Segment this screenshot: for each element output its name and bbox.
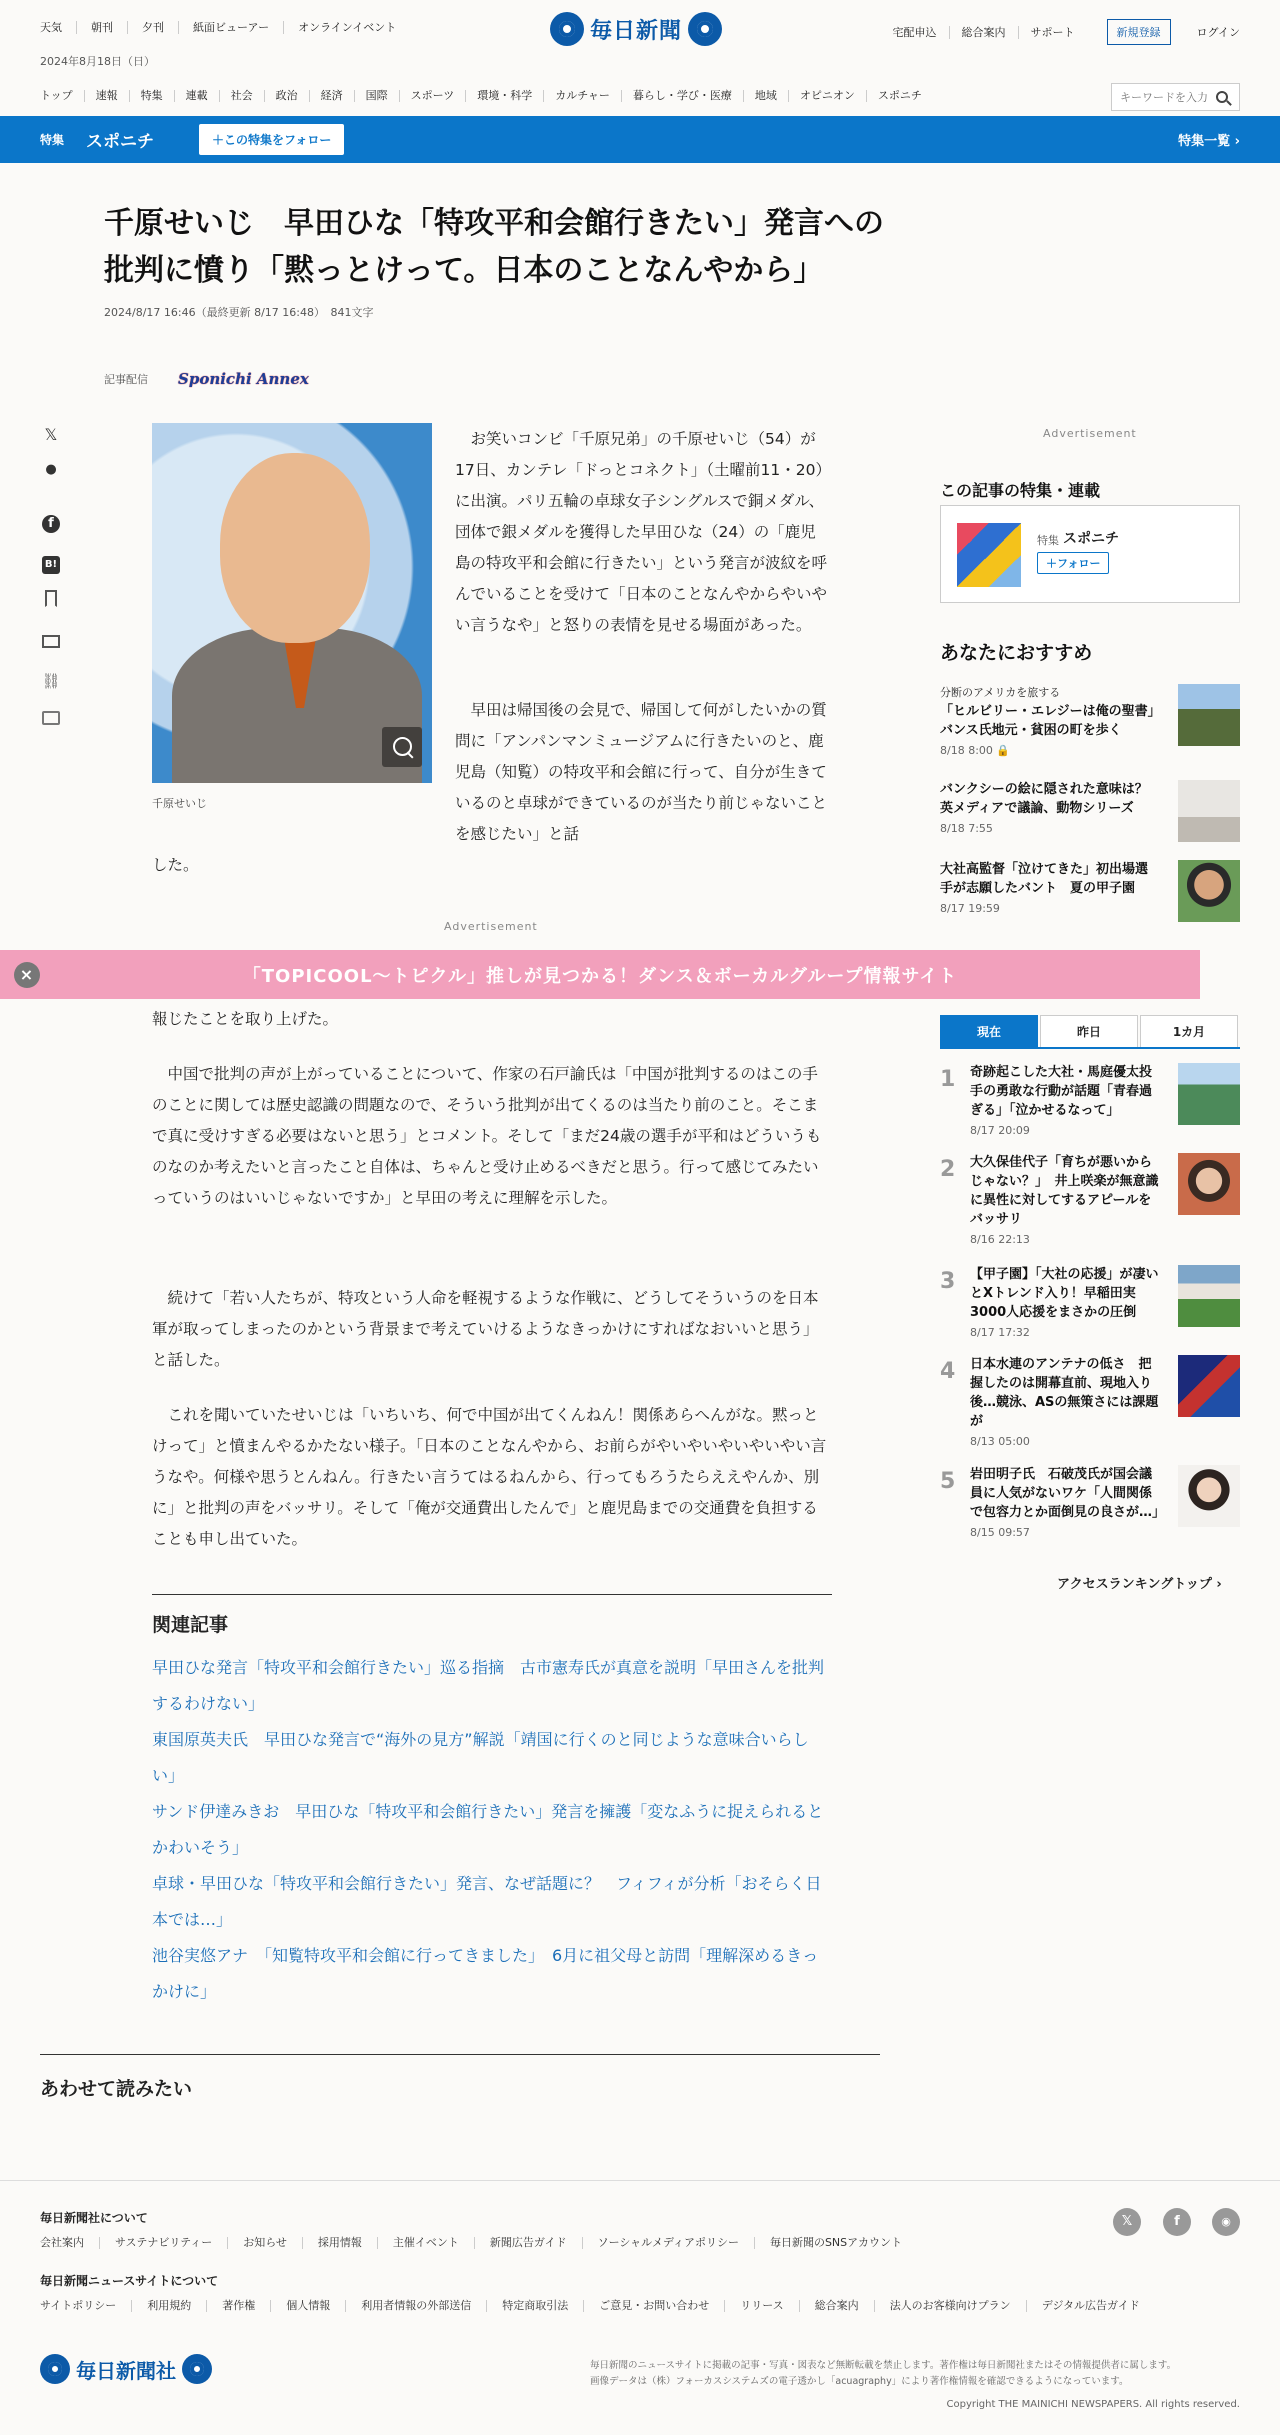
cat-sponichi[interactable]: スポニチ [866, 90, 933, 102]
footer-link[interactable]: 利用者情報の外部送信 [345, 2300, 486, 2312]
recommend-item[interactable] [940, 860, 1240, 915]
ranking-title[interactable]: 奇跡起こした大社・馬庭優太投手の勇敢な行動が話題「青春過ぎる」「泣かせるなって」 [970, 1065, 1153, 1118]
mail-icon[interactable] [40, 633, 62, 652]
ranking-date: 8/17 17:32 [970, 1326, 1030, 1339]
footer-about-links [40, 2237, 917, 2249]
footer-link[interactable]: 総合案内 [799, 2300, 874, 2312]
ranking-number: 2 [940, 1157, 956, 1182]
source-label: 記事配信 [104, 373, 148, 386]
footer-logo[interactable] [40, 2354, 212, 2384]
topic-bar [0, 116, 1280, 163]
cat-special[interactable]: 特集 [129, 90, 174, 102]
recommend-heading: あなたにおすすめ [940, 642, 1093, 664]
recommend-category: 分断のアメリカを旅する [940, 686, 1061, 699]
article-paragraph: 早田は帰国後の会見で、帰国して何がしたいかの質問に「アンパンマンミュージアムに行きたいのと、鹿児島（知覧）の特攻平和会館に行って、自分が生きているのと卓球ができているのが当たり前じゃないことを感じたい」と話 [455, 701, 828, 843]
logo-text: 毎日新聞 [590, 17, 683, 44]
cat-economy[interactable]: 経済 [309, 90, 354, 102]
article-paragraph: 続けて「若い人たちが、特攻という人命を軽視するような作戦に、どうしてそういうのを日本軍が取ってしまったのかという背景まで考えていけるようなきっかけにすればなおいいと思う」と話した。 [152, 1289, 819, 1369]
footer-note: 毎日新聞のニュースサイトに掲載の記事・写真・図表など無断転載を禁止します。著作権は毎日新聞社またはその情報提供者に属します。 [590, 2360, 1177, 2371]
ranking-number: 5 [940, 1469, 956, 1494]
recommend-item[interactable] [940, 684, 1240, 757]
ranking-date: 8/16 22:13 [970, 1233, 1030, 1246]
series-thumbnail[interactable] [957, 523, 1021, 587]
divider [152, 1594, 832, 1595]
nav-evening[interactable]: 夕刊 [127, 21, 178, 34]
related-heading: 関連記事 [152, 1614, 229, 1636]
logo-emblem-icon [182, 2354, 212, 2384]
tab-now[interactable]: 現在 [940, 1015, 1038, 1047]
footer-news-links [40, 2300, 1155, 2312]
recommend-date: 8/18 8:00 🔒 [940, 744, 1011, 757]
series-follow-button[interactable]: ＋フォロー [1037, 552, 1109, 574]
topic-name[interactable]: スポニチ [86, 132, 155, 152]
tab-yesterday[interactable]: 昨日 [1040, 1015, 1138, 1047]
recommend-title[interactable]: 大社高監督「泣けてきた」初出場選手が志願したバント 夏の甲子園 [940, 862, 1149, 896]
ranking-tabs [940, 1015, 1240, 1049]
footer-link[interactable]: サイトポリシー [40, 2299, 117, 2312]
footer-logo-text: 毎日新聞社 [76, 2358, 176, 2383]
article-paragraph: これを聞いていたせいじは「いちいち、何で中国が出てくんねん！関係あらへんがな。黙っとけって」と憤まんやるかたない様子。「日本のことなんやから、お前らがやいやいやいやいやい言うなや。何様や思うとんねん。行きたい言うてはるねんから、行ってもろうたらええやんか、別に」と批判の声をバッサリ。そして「俺が交通費出したんで」と鹿児島までの交通費を負担することも申し出ていた。 [152, 1406, 827, 1548]
footer-note: 画像データは（株）フォーカスシステムズの電子透かし「acuagraphy」により著作権情報を確認できるようになっています。 [590, 2376, 1129, 2387]
zoom-icon[interactable] [382, 727, 422, 767]
related-link[interactable]: サンド伊達みきお 早田ひな「特攻平和会館行きたい」発言を擁護「変なふうに捉えられるとかわいそう」 [152, 1802, 824, 1857]
top-right-nav [881, 19, 1240, 45]
cat-world[interactable]: 国際 [354, 90, 399, 102]
ad-label: Advertisement [444, 920, 538, 933]
ranking-title[interactable]: 日本水連のアンテナの低さ 把握したのは開幕直前、現地入り後…競泳、ASの無策さには課題が [970, 1357, 1159, 1429]
logo-emblem-icon [688, 12, 722, 46]
cat-top[interactable]: トップ [40, 89, 73, 102]
topic-tag: 特集 [40, 133, 65, 147]
login-button[interactable]: ログイン [1196, 26, 1240, 39]
footer-link[interactable]: サステナビリティー [99, 2237, 227, 2249]
article-meta: 2024/8/17 16:46（最終更新 8/17 16:48） 841文字 [104, 306, 374, 319]
search-icon[interactable] [1216, 91, 1228, 103]
cat-opinion[interactable]: オピニオン [788, 90, 866, 102]
series-heading: この記事の特集・連載 [940, 481, 1101, 500]
nav-morning[interactable]: 朝刊 [76, 21, 127, 34]
ranking-date: 8/13 05:00 [970, 1435, 1030, 1448]
sponichi-logo[interactable]: Sponichi Annex [178, 370, 309, 388]
footer-link[interactable]: 個人情報 [270, 2300, 345, 2312]
promo-banner[interactable] [0, 950, 1200, 999]
ranking-thumbnail[interactable] [1178, 1355, 1240, 1417]
footer-link[interactable]: 利用規約 [131, 2300, 206, 2312]
cat-culture[interactable]: カルチャー [543, 90, 621, 102]
footer-news-heading: 毎日新聞ニュースサイトについて [40, 2274, 219, 2288]
ranking-number: 3 [940, 1269, 956, 1294]
footer-link[interactable]: 毎日新聞のSNSアカウント [754, 2237, 917, 2249]
recommend-date: 8/17 19:59 [940, 902, 1000, 915]
article-paragraph-tail: した。 [152, 856, 199, 874]
ranking-title[interactable]: 岩田明子氏 石破茂氏が国会議員に人気がないワケ「人間関係で包容力とか面倒見の良さが…」 [970, 1467, 1166, 1520]
category-nav [40, 90, 933, 102]
ranking-top-link[interactable]: アクセスランキングトップ › [1057, 1577, 1222, 1592]
footer-link[interactable]: ソーシャルメディアポリシー [582, 2237, 754, 2249]
ranking-item[interactable] [940, 1265, 1240, 1339]
recommend-date: 8/18 7:55 [940, 822, 993, 835]
related-link[interactable]: 早田ひな発言「特攻平和会館行きたい」巡る指摘 古市憲寿氏が真意を説明「早田さんを批判するわけない」 [152, 1658, 825, 1713]
footer-about-heading: 毎日新聞社について [40, 2211, 148, 2225]
cat-life[interactable]: 暮らし・学び・医療 [621, 90, 743, 102]
divider [40, 2054, 880, 2055]
related-link[interactable]: 池谷実悠アナ 「知覧特攻平和会館に行ってきました」 6月に祖父母と訪問「理解深めるきっかけに」 [152, 1946, 819, 2001]
series-card[interactable] [940, 505, 1240, 603]
ranking-item[interactable] [940, 1355, 1240, 1448]
article-title: 千原せいじ 早田ひな「特攻平和会館行きたい」発言への批判に憤り「黙っとけって。日本のことなんやから」 [104, 206, 884, 288]
cat-breaking[interactable]: 速報 [84, 90, 129, 102]
logo-emblem-icon [550, 12, 584, 46]
ranking-number: 4 [940, 1359, 956, 1384]
footer-link[interactable]: 新聞広告ガイド [474, 2237, 582, 2249]
bookmark-icon[interactable] [40, 590, 62, 611]
footer-link[interactable]: リリース [724, 2300, 798, 2312]
ranking-item[interactable] [940, 1063, 1240, 1137]
footer-link[interactable]: 採用情報 [302, 2237, 377, 2249]
footer-notice [590, 2358, 1240, 2390]
recommend-thumbnail[interactable] [1178, 780, 1240, 842]
topic-list-link[interactable]: 特集一覧 › [1178, 134, 1240, 149]
ranking-thumbnail[interactable] [1178, 1153, 1240, 1215]
footer-link[interactable]: 法人のお客様向けプラン [874, 2300, 1026, 2312]
article-paragraph: お笑いコンビ「千原兄弟」の千原せいじ（54）が17日、カンテレ「ドっとコネクト」（土曜前11・20）に出演。パリ五輪の卓球女子シングルスで銅メダル、団体で銀メダルを獲得した早田ひな（24）の「鹿児島の特攻平和会館に行きたい」という発言が波紋を呼んでいることを受けて「日本のことなんやからやいやい言うなや」と怒りの表情を見せる場面があった。 [455, 430, 828, 634]
ranking-thumbnail[interactable] [1178, 1465, 1240, 1527]
related-link[interactable]: 東国原英夫氏 早田ひな発言で“海外の見方”解説「靖国に行くのと同じような意味合いらしい」 [152, 1730, 809, 1785]
nav-guide[interactable]: 総合案内 [949, 26, 1018, 39]
nav-viewer[interactable]: 紙面ビューアー [178, 21, 283, 34]
x-icon[interactable]: 𝕏 [1113, 2208, 1141, 2236]
ranking-item[interactable] [940, 1465, 1240, 1539]
ranking-number: 1 [940, 1067, 956, 1092]
rss-icon[interactable]: ◉ [1212, 2208, 1240, 2236]
recommend-title[interactable]: バンクシーの絵に隠された意味は？ 英メディアで議論、動物シリーズ [940, 782, 1161, 816]
footer-link[interactable]: 著作権 [206, 2300, 270, 2312]
tab-month[interactable]: 1カ月 [1140, 1015, 1238, 1047]
logo-emblem-icon [40, 2354, 70, 2384]
top-utility-nav [40, 21, 410, 34]
nav-events[interactable]: オンラインイベント [283, 21, 410, 34]
cat-politics[interactable]: 政治 [264, 90, 309, 102]
photo-caption: 千原せいじ [152, 797, 207, 810]
link-icon[interactable]: ⛓ [41, 672, 61, 690]
hatebu-icon[interactable]: B! [40, 552, 62, 574]
ranking-thumbnail[interactable] [1178, 1265, 1240, 1327]
recommend-thumbnail[interactable] [1178, 860, 1240, 922]
nav-delivery[interactable]: 宅配申込 [892, 25, 937, 39]
series-tag: 特集 [1037, 534, 1059, 547]
ranking-date: 8/15 09:57 [970, 1526, 1030, 1539]
nav-weather[interactable]: 天気 [40, 21, 62, 34]
article-paragraph: 報じたことを取り上げた。 [152, 1010, 339, 1028]
copyright: Copyright THE MAINICHI NEWSPAPERS. All rights reserved. [946, 2399, 1240, 2410]
current-date: 2024年8月18日（日） [40, 55, 155, 68]
facebook-icon[interactable]: f [1163, 2208, 1191, 2236]
related-list [152, 1650, 832, 2010]
recommend-thumbnail[interactable] [1178, 684, 1240, 746]
x-icon[interactable]: 𝕏 [44, 425, 58, 444]
site-logo[interactable] [550, 12, 722, 46]
footer-link[interactable]: 特定商取引法 [486, 2300, 583, 2312]
print-icon[interactable] [40, 710, 62, 729]
ranking-title[interactable]: 大久保佳代子「育ちが悪いからじゃない？」 井上咲楽が無意識に異性に対してするアピールをバッサリ [970, 1155, 1159, 1227]
sidebar-ad-label: Advertisement [1043, 427, 1137, 440]
footer-link[interactable]: 会社案内 [40, 2236, 84, 2249]
footer-link[interactable]: デジタル広告ガイド [1026, 2300, 1155, 2312]
close-icon[interactable]: × [14, 962, 40, 988]
cat-science[interactable]: 環境・科学 [465, 90, 543, 102]
search-box [1111, 83, 1240, 111]
also-read-heading: あわせて読みたい [40, 2078, 193, 2100]
nav-support[interactable]: サポート [1018, 26, 1087, 39]
article-photo[interactable] [152, 423, 432, 783]
footer-link[interactable]: お知らせ [227, 2237, 302, 2249]
cat-series[interactable]: 連載 [174, 90, 219, 102]
article-source [104, 370, 309, 388]
cat-region[interactable]: 地域 [743, 90, 788, 102]
ranking-title[interactable]: 【甲子園】「大社の応援」が凄いとXトレンド入り！早稲田実3000人応援をまさかの圧倒 [970, 1267, 1159, 1320]
cat-society[interactable]: 社会 [219, 90, 264, 102]
hatena-icon[interactable]: ● [45, 462, 57, 477]
series-name[interactable]: スポニチ [1063, 531, 1119, 547]
related-link[interactable]: 卓球・早田ひな「特攻平和会館行きたい」発言、なぜ話題に？ フィフィが分析「おそらく日本では…」 [152, 1874, 822, 1929]
footer-link[interactable]: ご意見・お問い合わせ [583, 2300, 724, 2312]
cat-sports[interactable]: スポーツ [399, 90, 466, 102]
banner-text[interactable]: 「TOPICOOL〜トピクル」推しが見つかる！ダンス＆ボーカルグループ情報サイト [242, 965, 958, 987]
search-input[interactable] [1112, 91, 1212, 104]
register-button[interactable]: 新規登録 [1107, 19, 1171, 45]
follow-topic-button[interactable]: ＋この特集をフォロー [199, 124, 344, 155]
footer-link[interactable]: 主催イベント [377, 2237, 474, 2249]
ranking-thumbnail[interactable] [1178, 1063, 1240, 1125]
article-paragraph: 中国で批判の声が上がっていることについて、作家の石戸諭氏は「中国が批判するのはこの手のことに関しては歴史認識の問題なので、そういう批判が出てくるのは当たり前のこと。そこまで真に受けすぎる必要はないと思う」とコメント。そして「まだ24歳の選手が平和はどういうものなのか考えたいと言ったこと自体は、ちゃんと受け止めるべきだと思う。行って感じてみたいっていうのはいいじゃないですか」と早田の考えに理解を示した。 [152, 1065, 822, 1207]
recommend-item[interactable] [940, 780, 1240, 835]
ranking-date: 8/17 20:09 [970, 1124, 1030, 1137]
ranking-item[interactable] [940, 1153, 1240, 1246]
recommend-title[interactable]: 「ヒルビリー・エレジーは俺の聖書」バンス氏地元・貧困の町を歩く [940, 704, 1155, 738]
facebook-icon[interactable]: f [40, 512, 62, 533]
